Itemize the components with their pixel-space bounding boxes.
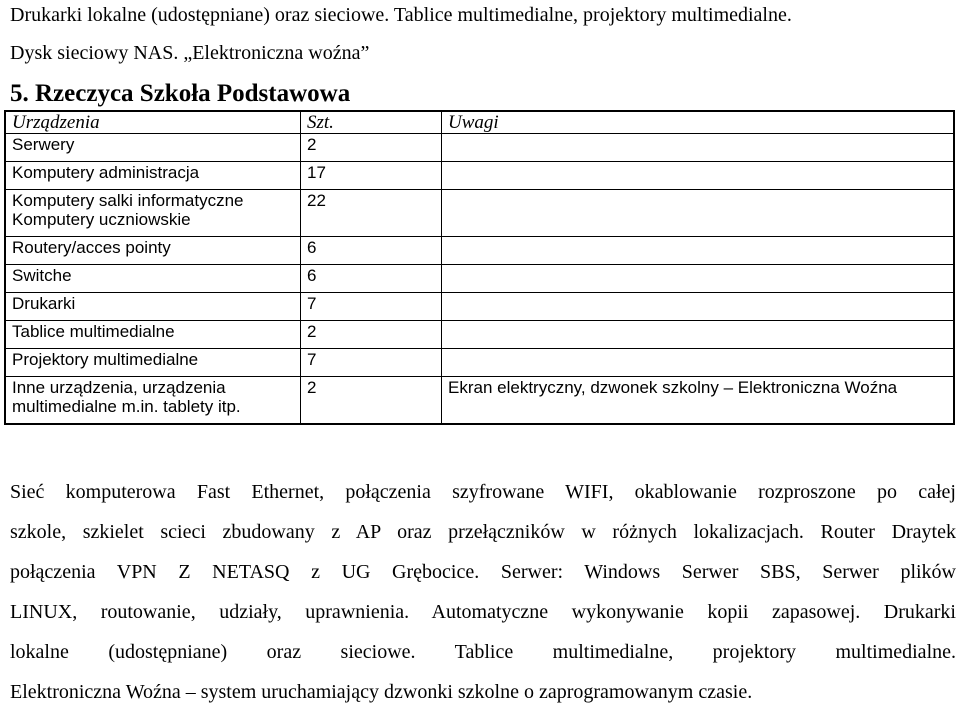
cell-device: Switche [5,265,301,293]
paragraph-line: LINUX, routowanie, udziały, uprawnienia. Automatyczne wykonywanie kopii zapasowej. Drukarki [10,601,956,623]
cell-count: 7 [301,349,442,377]
cell-device: Projektory multimedialne [5,349,301,377]
cell-device: Inne urządzenia, urządzenia multimedialne m.in. tablety itp. [5,377,301,425]
paragraph-line: Sieć komputerowa Fast Ethernet, połączenia szyfrowane WIFI, okablowanie rozproszone po całej [10,481,956,503]
cell-notes [442,293,955,321]
cell-notes [442,265,955,293]
table-row [5,321,954,349]
cell-notes [442,349,955,377]
cell-device: Drukarki [5,293,301,321]
paragraph-line: lokalne (udostępniane) oraz sieciowe. Tablice multimedialne, projektory multimedialne. [10,641,956,663]
cell-count: 6 [301,265,442,293]
cell-count: 22 [301,190,442,237]
cell-device: Routery/acces pointy [5,237,301,265]
cell-device: Komputery salki informatyczne Komputery uczniowskie [5,190,301,237]
cell-notes [442,162,955,190]
cell-notes [442,321,955,349]
table-row [5,237,954,265]
cell-notes [442,134,955,162]
equipment-table [4,110,955,425]
cell-count: 2 [301,321,442,349]
cell-notes [442,237,955,265]
cell-device: Komputery administracja [5,162,301,190]
cell-device: Tablice multimedialne [5,321,301,349]
cell-count: 17 [301,162,442,190]
table-row [5,162,954,190]
cell-count: 7 [301,293,442,321]
cell-device: Serwery [5,134,301,162]
table-row [5,377,954,425]
table-row [5,293,954,321]
cell-count: 2 [301,134,442,162]
paragraph-line: szkole, szkielet scieci zbudowany z AP oraz przełączników w różnych lokalizacjach. Router Draytek [10,521,956,543]
description-paragraph [10,472,956,712]
top-text-line-1: Drukarki lokalne (udostępniane) oraz sieciowe. Tablice multimedialne, projektory multimedialne. [10,4,792,26]
table-row [5,265,954,293]
section-heading: 5. Rzeczyca Szkoła Podstawowa [10,80,351,107]
cell-count: 2 [301,377,442,425]
top-text-line-2: Dysk sieciowy NAS. „Elektroniczna woźna” [10,42,370,64]
table-row [5,349,954,377]
header-count: Szt. [301,111,442,134]
table-row [5,190,954,237]
cell-count: 6 [301,237,442,265]
header-notes: Uwagi [442,111,955,134]
table-row [5,134,954,162]
header-devices: Urządzenia [5,111,301,134]
paragraph-line: połączenia VPN Z NETASQ z UG Grębocice. Serwer: Windows Serwer SBS, Serwer plików [10,561,956,583]
cell-notes: Ekran elektryczny, dzwonek szkolny – Elektroniczna Woźna [448,378,898,397]
paragraph-line: Elektroniczna Woźna – system uruchamiający dzwonki szkolne o zaprogramowanym czasie. [10,681,753,703]
cell-notes [442,190,955,237]
table-header-row [5,111,954,134]
